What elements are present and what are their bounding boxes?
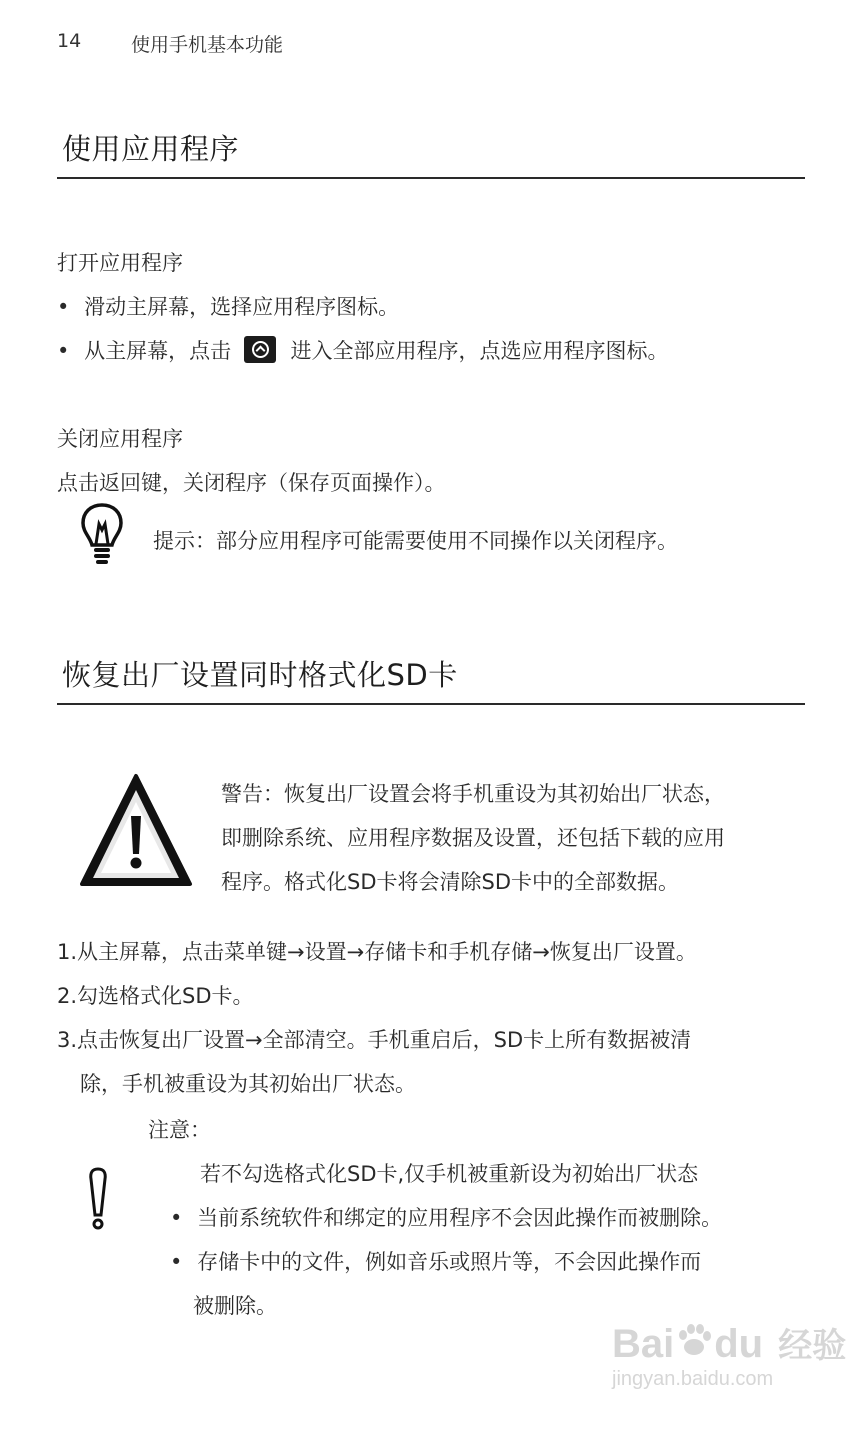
close-apps-heading: 关闭应用程序 bbox=[57, 427, 183, 451]
bullet-dot: • bbox=[57, 295, 70, 319]
page-number: 14 bbox=[57, 30, 82, 52]
watermark-brand-left: Bai bbox=[612, 1322, 675, 1366]
bullet-item bbox=[57, 291, 399, 321]
exclamation-icon bbox=[86, 1165, 110, 1231]
watermark-url: jingyan.baidu.com bbox=[612, 1368, 774, 1390]
tip-text: 提示：部分应用程序可能需要使用不同操作以关闭程序。 bbox=[153, 529, 678, 553]
close-apps-text: 点击返回键，关闭程序（保存页面操作）。 bbox=[57, 471, 446, 495]
section-divider bbox=[57, 703, 805, 705]
bullet-text: 进入全部应用程序，点选应用程序图标。 bbox=[290, 339, 669, 363]
chapter-title: 使用手机基本功能 bbox=[131, 34, 284, 56]
bullet-dot: • bbox=[170, 1250, 183, 1274]
section-title-use-apps: 使用应用程序 bbox=[62, 132, 240, 166]
step-item: 2.勾选格式化SD卡。 bbox=[57, 984, 254, 1008]
bullet-text: 滑动主屏幕，选择应用程序图标。 bbox=[84, 295, 400, 319]
watermark-brand-right: du bbox=[714, 1322, 764, 1366]
warning-triangle-icon bbox=[78, 772, 194, 890]
bullet-text: 当前系统软件和绑定的应用程序不会因此操作而被删除。 bbox=[197, 1206, 723, 1230]
section-divider bbox=[57, 177, 805, 179]
open-apps-heading: 打开应用程序 bbox=[57, 251, 183, 275]
lightbulb-icon bbox=[80, 502, 124, 566]
note-intro: 若不勾选格式化SD卡,仅手机被重新设为初始出厂状态 bbox=[200, 1162, 699, 1186]
note-bullet bbox=[170, 1202, 722, 1232]
note-label: 注意： bbox=[148, 1118, 211, 1142]
baidu-watermark-logo bbox=[612, 1318, 846, 1367]
bullet-text: 存储卡中的文件，例如音乐或照片等，不会因此操作而 bbox=[197, 1250, 702, 1274]
note-bullet bbox=[170, 1246, 701, 1276]
warning-line: 警告：恢复出厂设置会将手机重设为其初始出厂状态， bbox=[221, 782, 725, 806]
step-item: 3.点击恢复出厂设置→全部清空。手机重启后，SD卡上所有数据被清 bbox=[57, 1028, 692, 1052]
watermark-brand-cn: 经验 bbox=[778, 1327, 847, 1365]
all-apps-icon bbox=[244, 336, 276, 363]
bullet-dot: • bbox=[57, 339, 70, 363]
warning-line: 即删除系统、应用程序数据及设置，还包括下载的应用 bbox=[221, 826, 725, 850]
step-item-continued: 除，手机被重设为其初始出厂状态。 bbox=[80, 1072, 416, 1096]
bullet-item bbox=[57, 335, 668, 365]
step-item: 1.从主屏幕，点击菜单键→设置→存储卡和手机存储→恢复出厂设置。 bbox=[57, 940, 697, 964]
warning-line: 程序。格式化SD卡将会清除SD卡中的全部数据。 bbox=[221, 870, 679, 894]
bullet-dot: • bbox=[170, 1206, 183, 1230]
bullet-text-continued: 被删除。 bbox=[193, 1294, 277, 1318]
bullet-text: 从主屏幕，点击 bbox=[84, 339, 232, 363]
paw-icon bbox=[674, 1321, 714, 1361]
section-title-factory-reset: 恢复出厂设置同时格式化SD卡 bbox=[62, 658, 458, 692]
